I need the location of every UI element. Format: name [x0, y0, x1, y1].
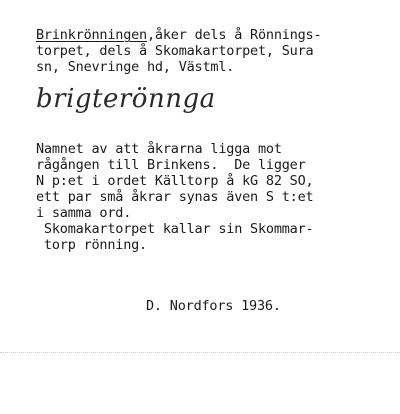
body-line-5: i samma ord. — [36, 205, 132, 221]
body-line-1: Namnet av att åkrarna ligga mot — [36, 141, 282, 157]
body-line-6: Skomakartorpet kallar sin Skommar- — [36, 221, 314, 237]
body-line-2: rågången till Brinkens. De ligger — [36, 157, 306, 173]
signature: D. Nordfors 1936. — [146, 298, 281, 314]
card-bottom-edge — [0, 352, 400, 354]
header-line-1-rest: ,åker dels å Rönnings- — [147, 27, 322, 43]
body-line-4: ett par små åkrar synas även S t:et — [36, 189, 314, 205]
header-line-2: torpet, dels å Skomakartorpet, Sura — [36, 43, 314, 59]
handwritten-pronunciation: brigterönnga — [36, 84, 216, 114]
body-line-7: torp rönning. — [36, 237, 147, 253]
header-line-1 — [36, 27, 321, 43]
place-name-title: Brinkrönningen — [36, 27, 147, 43]
header-line-3: sn, Snevringe hd, Västml. — [36, 59, 235, 75]
body-line-3: N p:et i ordet Källtorp å kG 82 SO, — [36, 173, 314, 189]
